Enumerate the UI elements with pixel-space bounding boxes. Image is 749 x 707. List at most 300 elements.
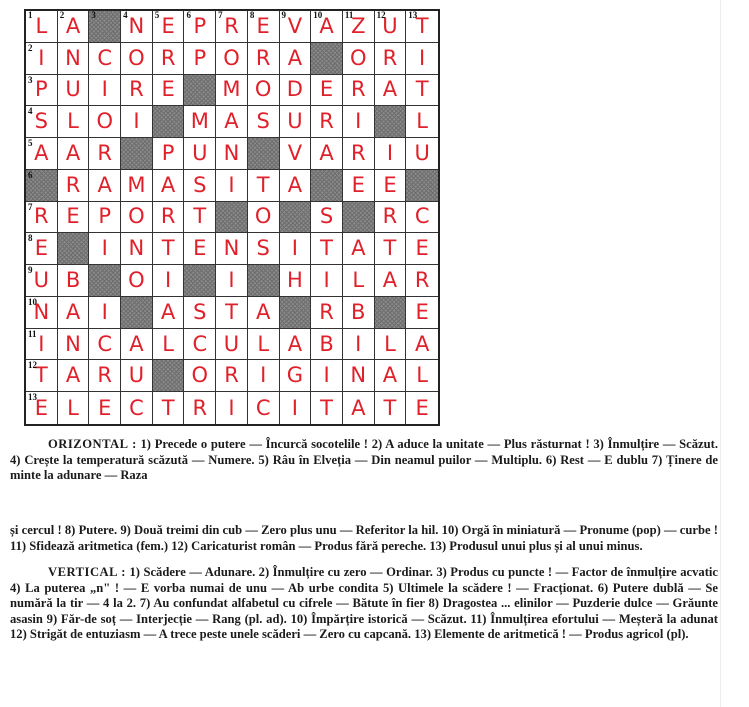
crossword-cell[interactable]: [153, 233, 185, 265]
crossword-cell[interactable]: [121, 329, 153, 361]
row-number: 3: [28, 74, 33, 85]
cell-letter: R: [414, 268, 430, 293]
crossword-cell[interactable]: [216, 106, 248, 138]
crossword-cell[interactable]: [375, 233, 407, 265]
crossword-cell[interactable]: [311, 233, 343, 265]
crossword-cell[interactable]: [153, 75, 185, 107]
black-cell: [406, 170, 438, 202]
cell-letter: A: [414, 331, 430, 356]
crossword-cell[interactable]: [184, 138, 216, 170]
crossword-cell[interactable]: [121, 106, 153, 138]
row-number: 12: [28, 360, 37, 371]
black-cell: [248, 138, 280, 170]
crossword-cell[interactable]: [26, 11, 58, 43]
crossword-cell[interactable]: [58, 11, 90, 43]
cell-letter: S: [256, 236, 270, 261]
cell-letter: A: [65, 140, 81, 165]
crossword-cell[interactable]: [280, 75, 312, 107]
cell-letter: S: [193, 299, 207, 324]
black-cell: [184, 75, 216, 107]
cell-letter: U: [65, 77, 81, 102]
column-number: 5: [154, 10, 160, 20]
crossword-cell[interactable]: [343, 106, 375, 138]
cell-letter: V: [287, 140, 303, 165]
cell-letter: R: [382, 45, 398, 70]
cell-letter: R: [97, 363, 113, 388]
cell-letter: N: [33, 299, 50, 324]
crossword-cell[interactable]: [89, 43, 121, 75]
orizontal-text-b: și cercul ! 8) Putere. 9) Două treimi din cub — Zero plus unu — Referitor la hil. 10) Orgă în miniatură — Pronume (pop) — curbe ! 11) Sfidează aritmetica (fem.) 12) Caricaturist român — Produs fără pereche. 13) Produsul unui plus și al unui minus.: [10, 523, 718, 553]
row-number: 11: [28, 328, 37, 339]
cell-letter: L: [384, 331, 396, 356]
cell-letter: L: [67, 109, 79, 134]
cell-letter: E: [66, 204, 80, 229]
crossword-cell[interactable]: [89, 138, 121, 170]
cell-letter: B: [65, 268, 81, 293]
column-number: 11: [344, 10, 354, 20]
cell-letter: A: [382, 268, 398, 293]
row-number: 4: [28, 106, 33, 117]
row-number: 8: [28, 233, 33, 244]
crossword-cell[interactable]: [406, 297, 438, 329]
cell-letter: L: [67, 395, 79, 420]
crossword-cell[interactable]: [184, 106, 216, 138]
crossword-cell[interactable]: [153, 329, 185, 361]
crossword-cell[interactable]: [343, 11, 375, 43]
crossword-cell[interactable]: [311, 265, 343, 297]
cell-letter: C: [414, 204, 430, 229]
crossword-cell[interactable]: [153, 265, 185, 297]
cell-letter: B: [351, 299, 366, 324]
crossword-cell[interactable]: [280, 11, 312, 43]
column-number: 1: [28, 10, 33, 20]
row-number: 2: [28, 42, 33, 53]
crossword-cell[interactable]: [58, 202, 90, 234]
cell-letter: C: [192, 331, 208, 356]
crossword-cell[interactable]: [153, 392, 185, 424]
cell-letter: R: [65, 172, 81, 197]
crossword-cell[interactable]: [121, 170, 153, 202]
black-cell: [343, 202, 375, 234]
crossword-cell[interactable]: [343, 360, 375, 392]
cell-letter: C: [129, 395, 144, 420]
cell-letter: O: [254, 77, 272, 102]
crossword-cell[interactable]: [216, 43, 248, 75]
crossword-cell[interactable]: [248, 43, 280, 75]
cell-letter: E: [98, 395, 112, 420]
cell-letter: I: [101, 299, 108, 324]
cell-letter: O: [191, 363, 209, 388]
clues-orizontal-cont: [10, 523, 718, 554]
black-cell: [216, 202, 248, 234]
cell-letter: T: [320, 236, 333, 261]
crossword-cell[interactable]: [121, 360, 153, 392]
crossword-cell[interactable]: [343, 392, 375, 424]
cell-letter: E: [34, 395, 48, 420]
cell-letter: I: [323, 363, 330, 388]
crossword-cell[interactable]: [89, 202, 121, 234]
cell-letter: I: [38, 45, 45, 70]
black-cell: [121, 138, 153, 170]
crossword-cell[interactable]: [343, 297, 375, 329]
cell-letter: O: [223, 45, 240, 70]
crossword-cell[interactable]: [121, 233, 153, 265]
crossword-cell[interactable]: [280, 329, 312, 361]
cell-letter: T: [415, 13, 429, 38]
crossword-cell[interactable]: [26, 360, 58, 392]
cell-letter: G: [286, 363, 304, 388]
column-number: 4: [123, 10, 128, 20]
crossword-cell[interactable]: [184, 170, 216, 202]
cell-letter: A: [319, 13, 334, 38]
crossword-cell[interactable]: [184, 202, 216, 234]
crossword-cell[interactable]: [89, 233, 121, 265]
cell-letter: S: [193, 172, 207, 197]
cell-letter: U: [223, 331, 240, 356]
cell-letter: T: [383, 236, 397, 261]
crossword-cell[interactable]: [216, 392, 248, 424]
row-number: 13: [28, 392, 37, 403]
crossword-cell[interactable]: [375, 11, 407, 43]
cell-letter: P: [35, 77, 48, 102]
crossword-cell[interactable]: [248, 11, 280, 43]
crossword-cell[interactable]: [58, 392, 90, 424]
cell-letter: A: [382, 363, 398, 388]
cell-letter: I: [165, 268, 172, 293]
crossword-cell[interactable]: [406, 138, 438, 170]
cell-letter: I: [101, 77, 108, 102]
crossword-cell[interactable]: [121, 265, 153, 297]
crossword-cell[interactable]: [26, 75, 58, 107]
cell-letter: N: [350, 363, 367, 388]
cell-letter: T: [193, 204, 207, 229]
cell-letter: I: [291, 236, 298, 261]
crossword-cell[interactable]: [248, 106, 280, 138]
row-number: 6: [28, 169, 33, 180]
cell-letter: T: [415, 77, 429, 102]
cell-letter: R: [350, 140, 366, 165]
cell-letter: I: [38, 331, 45, 356]
crossword-cell[interactable]: [153, 138, 185, 170]
crossword-cell[interactable]: [58, 106, 90, 138]
cell-letter: E: [319, 77, 334, 102]
crossword-cell[interactable]: [375, 392, 407, 424]
cell-letter: A: [160, 172, 176, 197]
cell-letter: A: [351, 395, 366, 420]
black-cell: [280, 297, 312, 329]
cell-letter: I: [228, 395, 235, 420]
cell-letter: O: [128, 204, 145, 229]
cell-letter: A: [34, 140, 49, 165]
black-cell: [184, 265, 216, 297]
crossword-cell[interactable]: [375, 360, 407, 392]
crossword-cell[interactable]: [184, 392, 216, 424]
crossword-cell[interactable]: [343, 43, 375, 75]
column-number: 3: [91, 10, 96, 20]
cell-letter: E: [415, 395, 429, 420]
crossword-cell[interactable]: [216, 329, 248, 361]
crossword-cell[interactable]: [280, 233, 312, 265]
cell-letter: B: [319, 331, 334, 356]
crossword-cell[interactable]: [58, 170, 90, 202]
crossword-cell[interactable]: [26, 233, 58, 265]
crossword-cell[interactable]: [26, 138, 58, 170]
crossword-cell[interactable]: [375, 170, 407, 202]
crossword-cell[interactable]: [248, 392, 280, 424]
crossword-cell[interactable]: [216, 11, 248, 43]
crossword-cell[interactable]: [26, 43, 58, 75]
vertical-text: 1) Scădere — Adunare. 2) Înmulțire cu zero — Ordinar. 3) Produs cu puncte ! — Factor de înmulțire acvatic 4) La puterea „n" ! — E vorba numai de unu — Ab urbe condita 5) Ultimele la scădere ! — Fracționat. 6) Putere dublă — Se numără la tir — 4 la 2. 7) Au confundat alfabetul cu cifrele — Bătute în fier 8) Dragostea ... elinilor — Puzderie dulce — Grăunte asasin 9) Făr-de soț — Interjecție — Rang (pl. ad). 10) Împărțire istorică — Scăzut. 11) Înmulțirea efortului — Meșteră la adunat 12) Strigăt de entuziasm — A trece peste unele scăderi — Zero cu capcană. 13) Elemente de aritmetică ! — Produs agricol (pl).: [10, 565, 718, 642]
crossword-cell[interactable]: [375, 43, 407, 75]
crossword-cell[interactable]: [280, 170, 312, 202]
crossword-cell[interactable]: [406, 233, 438, 265]
column-number: 7: [218, 10, 223, 20]
crossword-grid: [24, 9, 440, 426]
cell-letter: C: [255, 395, 271, 420]
cell-letter: U: [128, 363, 145, 388]
cell-letter: V: [287, 13, 303, 38]
crossword-cell[interactable]: [121, 75, 153, 107]
cell-letter: N: [128, 236, 145, 261]
crossword-cell[interactable]: [89, 75, 121, 107]
column-number: 2: [59, 10, 65, 20]
crossword-cell[interactable]: [121, 392, 153, 424]
crossword-cell[interactable]: [216, 170, 248, 202]
crossword-cell[interactable]: [311, 106, 343, 138]
crossword-cell[interactable]: [343, 170, 375, 202]
cell-letter: U: [414, 140, 430, 165]
cell-letter: H: [286, 268, 303, 293]
crossword-cell[interactable]: [280, 138, 312, 170]
crossword-cell[interactable]: [311, 11, 343, 43]
crossword-cell[interactable]: [280, 360, 312, 392]
crossword-cell[interactable]: [89, 170, 121, 202]
crossword-cell[interactable]: [153, 170, 185, 202]
cell-letter: P: [193, 13, 207, 38]
black-cell: [153, 106, 185, 138]
orizontal-heading: ORIZONTAL :: [48, 437, 137, 451]
black-cell: [58, 233, 90, 265]
crossword-cell[interactable]: [248, 360, 280, 392]
crossword-cell[interactable]: [406, 265, 438, 297]
column-number: 8: [249, 10, 255, 20]
crossword-cell[interactable]: [26, 297, 58, 329]
crossword-cell[interactable]: [343, 138, 375, 170]
cell-letter: A: [65, 363, 81, 388]
crossword-cell[interactable]: [248, 329, 280, 361]
crossword-cell[interactable]: [311, 202, 343, 234]
crossword-cell[interactable]: [58, 138, 90, 170]
row-number: 5: [28, 138, 33, 149]
black-cell: [280, 202, 312, 234]
crossword-cell[interactable]: [184, 43, 216, 75]
crossword-cell[interactable]: [406, 75, 438, 107]
cell-letter: R: [97, 140, 113, 165]
cell-letter: A: [287, 172, 303, 197]
crossword-cell[interactable]: [280, 265, 312, 297]
cell-letter: R: [224, 13, 239, 38]
crossword-cell[interactable]: [406, 329, 438, 361]
crossword-cell[interactable]: [406, 202, 438, 234]
cell-letter: T: [225, 299, 238, 324]
crossword-cell[interactable]: [153, 11, 185, 43]
cell-letter: R: [192, 395, 208, 420]
crossword-cell[interactable]: [343, 265, 375, 297]
crossword-cell[interactable]: [153, 202, 185, 234]
crossword-cell[interactable]: [375, 202, 407, 234]
crossword-cell[interactable]: [406, 11, 438, 43]
cell-letter: E: [415, 236, 429, 261]
crossword-cell[interactable]: [58, 360, 90, 392]
cell-letter: T: [383, 395, 397, 420]
black-cell: [89, 265, 121, 297]
crossword-cell[interactable]: [311, 75, 343, 107]
black-cell: [311, 43, 343, 75]
cell-letter: A: [129, 331, 144, 356]
row-number: 10: [28, 296, 37, 307]
cell-letter: E: [161, 13, 175, 38]
cell-letter: U: [382, 13, 398, 38]
crossword-cell[interactable]: [375, 75, 407, 107]
cell-letter: Z: [351, 13, 366, 38]
crossword-cell[interactable]: [343, 329, 375, 361]
cell-letter: I: [386, 140, 394, 165]
cell-letter: R: [382, 204, 398, 229]
crossword-cell[interactable]: [58, 75, 90, 107]
cell-letter: M: [190, 109, 209, 134]
crossword-cell[interactable]: [58, 265, 90, 297]
row-number: 9: [28, 265, 33, 276]
crossword-cell[interactable]: [375, 138, 407, 170]
cell-letter: E: [383, 172, 397, 197]
crossword-cell[interactable]: [184, 329, 216, 361]
crossword-cell[interactable]: [153, 43, 185, 75]
crossword-cell[interactable]: [406, 360, 438, 392]
cell-letter: O: [128, 268, 145, 293]
cell-letter: P: [193, 45, 207, 70]
cell-letter: N: [223, 140, 240, 165]
cell-letter: R: [34, 204, 49, 229]
cell-letter: A: [160, 299, 176, 324]
clues-vertical: [10, 565, 718, 643]
crossword-cell[interactable]: [26, 265, 58, 297]
crossword-cell[interactable]: [216, 75, 248, 107]
crossword-cell[interactable]: [311, 392, 343, 424]
crossword-cell[interactable]: [216, 360, 248, 392]
crossword-cell[interactable]: [184, 233, 216, 265]
crossword-cell[interactable]: [248, 75, 280, 107]
cell-letter: I: [228, 268, 235, 293]
cell-letter: O: [128, 45, 145, 70]
cell-letter: R: [255, 45, 271, 70]
crossword-cell[interactable]: [248, 233, 280, 265]
cell-letter: E: [161, 77, 175, 102]
black-cell: [375, 297, 407, 329]
column-number: 6: [186, 10, 191, 20]
crossword-cell[interactable]: [280, 392, 312, 424]
crossword-cell[interactable]: [153, 297, 185, 329]
crossword-cell[interactable]: [121, 43, 153, 75]
cell-letter: A: [319, 140, 334, 165]
crossword-cell[interactable]: [216, 138, 248, 170]
crossword-cell[interactable]: [26, 392, 58, 424]
vertical-heading: VERTICAL :: [48, 565, 127, 579]
crossword-cell[interactable]: [343, 233, 375, 265]
cell-letter: I: [323, 268, 330, 293]
cell-letter: E: [415, 299, 429, 324]
crossword-cell[interactable]: [26, 329, 58, 361]
cell-letter: A: [287, 331, 303, 356]
crossword-cell[interactable]: [184, 297, 216, 329]
crossword-cell[interactable]: [58, 43, 90, 75]
cell-letter: A: [65, 13, 81, 38]
crossword-cell[interactable]: [216, 265, 248, 297]
crossword-cell[interactable]: [311, 329, 343, 361]
crossword-cell[interactable]: [89, 360, 121, 392]
crossword-cell[interactable]: [121, 202, 153, 234]
cell-letter: A: [287, 45, 303, 70]
cell-letter: U: [192, 140, 208, 165]
crossword-cell[interactable]: [89, 106, 121, 138]
column-number: 9: [281, 10, 287, 20]
crossword-cell[interactable]: [89, 392, 121, 424]
crossword-cell[interactable]: [58, 297, 90, 329]
crossword-cell[interactable]: [406, 43, 438, 75]
crossword-cell[interactable]: [184, 360, 216, 392]
cell-letter: I: [133, 109, 140, 134]
crossword-cell[interactable]: [26, 202, 58, 234]
crossword-cell[interactable]: [343, 75, 375, 107]
crossword-cell[interactable]: [311, 297, 343, 329]
crossword-cell[interactable]: [184, 11, 216, 43]
crossword-cell[interactable]: [216, 233, 248, 265]
crossword-cell[interactable]: [89, 297, 121, 329]
crossword-cell[interactable]: [248, 170, 280, 202]
crossword-cell[interactable]: [280, 106, 312, 138]
crossword-cell[interactable]: [406, 392, 438, 424]
crossword-cell[interactable]: [58, 329, 90, 361]
black-cell: [89, 11, 121, 43]
cell-letter: P: [161, 140, 175, 165]
cell-letter: E: [256, 13, 270, 38]
crossword-cell[interactable]: [248, 202, 280, 234]
crossword-cell[interactable]: [311, 138, 343, 170]
crossword-cell[interactable]: [89, 329, 121, 361]
crossword-cell[interactable]: [216, 297, 248, 329]
crossword-cell[interactable]: [280, 43, 312, 75]
black-cell: [121, 297, 153, 329]
crossword-cell[interactable]: [375, 329, 407, 361]
crossword-cell[interactable]: [121, 11, 153, 43]
cell-letter: N: [65, 331, 81, 356]
cell-letter: E: [34, 236, 48, 261]
cell-letter: M: [222, 77, 241, 102]
cell-letter: T: [161, 395, 175, 420]
crossword-cell[interactable]: [248, 297, 280, 329]
cell-letter: I: [260, 363, 267, 388]
black-cell: [26, 170, 58, 202]
cell-letter: A: [256, 299, 271, 324]
cell-letter: N: [223, 236, 240, 261]
crossword-cell[interactable]: [311, 360, 343, 392]
crossword-cell[interactable]: [26, 106, 58, 138]
cell-letter: L: [162, 331, 174, 356]
black-cell: [311, 170, 343, 202]
cell-letter: L: [416, 363, 428, 388]
crossword-cell[interactable]: [375, 265, 407, 297]
cell-letter: L: [416, 109, 428, 134]
crossword-cell[interactable]: [406, 106, 438, 138]
